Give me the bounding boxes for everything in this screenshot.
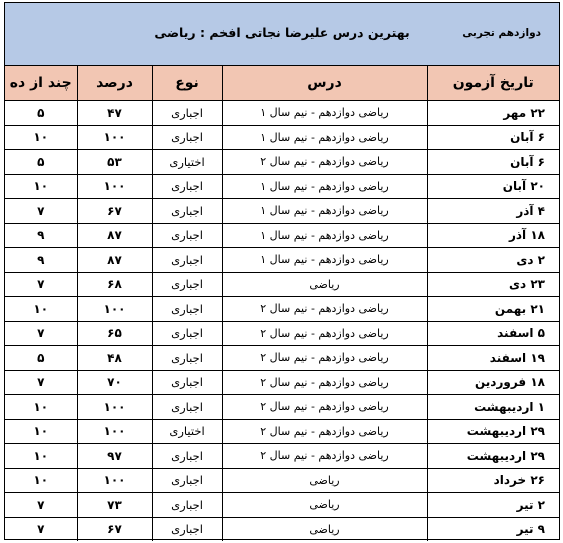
- score-cell: ۵: [5, 346, 77, 371]
- score-cell: ۹: [5, 248, 77, 273]
- exam-date-cell: ۲۶ خرداد: [427, 468, 559, 493]
- course-cell: ریاضی دوازدهم - نیم سال ۲: [222, 346, 427, 371]
- score-cell: ۱۰: [5, 444, 77, 469]
- percent-cell: ۷۰: [77, 370, 152, 395]
- table-row: [5, 468, 559, 493]
- exam-type-cell: اجباری: [152, 125, 222, 150]
- table-row: [5, 321, 559, 346]
- table-row: [5, 395, 559, 420]
- percent-cell: ۷۳: [77, 493, 152, 518]
- score-cell: ۷: [5, 199, 77, 224]
- column-header-type: نوع: [152, 66, 222, 101]
- percent-cell: ۶۵: [77, 321, 152, 346]
- course-cell: ریاضی دوازدهم - نیم سال ۲: [222, 321, 427, 346]
- course-cell: ریاضی دوازدهم - نیم سال ۱: [222, 125, 427, 150]
- exam-type-cell: اجباری: [152, 395, 222, 420]
- score-cell: ۱۰: [5, 297, 77, 322]
- exam-type-cell: اجباری: [152, 248, 222, 273]
- score-cell: ۱۰: [5, 468, 77, 493]
- exam-date-cell: ۱۸ فروردین: [427, 370, 559, 395]
- exam-type-cell: اجباری: [152, 517, 222, 541]
- percent-cell: ۴۸: [77, 346, 152, 371]
- percent-cell: ۱۰۰: [77, 174, 152, 199]
- score-cell: ۱۰: [5, 174, 77, 199]
- table-row: [5, 101, 559, 126]
- score-cell: ۷: [5, 517, 77, 541]
- exam-type-cell: اجباری: [152, 101, 222, 126]
- column-header-percent: درصد: [77, 66, 152, 101]
- score-cell: ۵: [5, 101, 77, 126]
- course-cell: ریاضی دوازدهم - نیم سال ۱: [222, 101, 427, 126]
- percent-cell: ۱۰۰: [77, 297, 152, 322]
- table-row: [5, 370, 559, 395]
- percent-cell: ۴۷: [77, 101, 152, 126]
- exam-date-cell: ۶ آبان: [427, 150, 559, 175]
- column-header-score: چند از ده: [5, 66, 77, 101]
- exam-date-cell: ۱ اردیبهشت: [427, 395, 559, 420]
- percent-cell: ۱۰۰: [77, 125, 152, 150]
- table-row: [5, 297, 559, 322]
- exam-date-cell: ۱۹ اسفند: [427, 346, 559, 371]
- course-cell: ریاضی: [222, 272, 427, 297]
- column-header-course: درس: [222, 66, 427, 101]
- table-row: [5, 248, 559, 273]
- score-cell: ۷: [5, 370, 77, 395]
- percent-cell: ۱۰۰: [77, 419, 152, 444]
- score-cell: ۷: [5, 321, 77, 346]
- percent-cell: ۶۷: [77, 199, 152, 224]
- exam-type-cell: اجباری: [152, 321, 222, 346]
- course-cell: ریاضی دوازدهم - نیم سال ۲: [222, 150, 427, 175]
- table-row: [5, 272, 559, 297]
- report-title: بهترین درس علیرضا نجاتی افخم : ریاضی: [154, 25, 410, 40]
- course-cell: ریاضی دوازدهم - نیم سال ۱: [222, 248, 427, 273]
- exam-date-cell: ۶ آبان: [427, 125, 559, 150]
- column-header-date: تاریخ آزمون: [427, 66, 559, 101]
- score-cell: ۷: [5, 493, 77, 518]
- course-cell: ریاضی: [222, 468, 427, 493]
- exam-date-cell: ۲۲ مهر: [427, 101, 559, 126]
- exam-date-cell: ۲۳ دی: [427, 272, 559, 297]
- exam-date-cell: ۲۰ آبان: [427, 174, 559, 199]
- course-cell: ریاضی دوازدهم - نیم سال ۱: [222, 199, 427, 224]
- score-cell: ۷: [5, 272, 77, 297]
- report-header: [5, 3, 559, 66]
- course-cell: ریاضی دوازدهم - نیم سال ۱: [222, 223, 427, 248]
- course-cell: ریاضی دوازدهم - نیم سال ۲: [222, 444, 427, 469]
- exam-type-cell: اجباری: [152, 199, 222, 224]
- exam-date-cell: ۹ تیر: [427, 517, 559, 541]
- percent-cell: ۶۸: [77, 272, 152, 297]
- table-row: [5, 199, 559, 224]
- table-row: [5, 444, 559, 469]
- percent-cell: ۶۷: [77, 517, 152, 541]
- report-sheet: [4, 2, 560, 540]
- score-cell: ۹: [5, 223, 77, 248]
- exam-type-cell: اجباری: [152, 493, 222, 518]
- exam-date-cell: ۲۹ اردیبهشت: [427, 419, 559, 444]
- percent-cell: ۱۰۰: [77, 395, 152, 420]
- course-cell: ریاضی دوازدهم - نیم سال ۲: [222, 419, 427, 444]
- exam-date-cell: ۵ اسفند: [427, 321, 559, 346]
- table-body: [5, 101, 559, 542]
- course-cell: ریاضی دوازدهم - نیم سال ۱: [222, 174, 427, 199]
- table-row: [5, 125, 559, 150]
- exam-type-cell: اجباری: [152, 346, 222, 371]
- exam-date-cell: ۲ تیر: [427, 493, 559, 518]
- score-cell: ۱۰: [5, 419, 77, 444]
- score-cell: ۵: [5, 150, 77, 175]
- exam-date-cell: ۲ دی: [427, 248, 559, 273]
- score-cell: ۱۰: [5, 125, 77, 150]
- percent-cell: ۹۷: [77, 444, 152, 469]
- column-header-row: [5, 66, 559, 101]
- course-cell: ریاضی دوازدهم - نیم سال ۲: [222, 395, 427, 420]
- table-row: [5, 150, 559, 175]
- exam-date-cell: ۴ آذر: [427, 199, 559, 224]
- table-row: [5, 493, 559, 518]
- exam-type-cell: اختیاری: [152, 419, 222, 444]
- exam-type-cell: اجباری: [152, 297, 222, 322]
- exam-type-cell: اجباری: [152, 370, 222, 395]
- table-row: [5, 346, 559, 371]
- score-cell: ۱۰: [5, 395, 77, 420]
- percent-cell: ۵۳: [77, 150, 152, 175]
- course-cell: ریاضی دوازدهم - نیم سال ۲: [222, 370, 427, 395]
- exam-type-cell: اجباری: [152, 174, 222, 199]
- exam-date-cell: ۲۹ اردیبهشت: [427, 444, 559, 469]
- percent-cell: ۸۷: [77, 248, 152, 273]
- course-cell: ریاضی: [222, 517, 427, 541]
- exam-date-cell: ۲۱ بهمن: [427, 297, 559, 322]
- percent-cell: ۸۷: [77, 223, 152, 248]
- exam-date-cell: ۱۸ آذر: [427, 223, 559, 248]
- table-row: [5, 419, 559, 444]
- exam-type-cell: اجباری: [152, 444, 222, 469]
- course-cell: ریاضی: [222, 493, 427, 518]
- exam-type-cell: اجباری: [152, 468, 222, 493]
- percent-cell: ۱۰۰: [77, 468, 152, 493]
- table-row: [5, 223, 559, 248]
- course-cell: ریاضی دوازدهم - نیم سال ۲: [222, 297, 427, 322]
- table-row: [5, 517, 559, 541]
- grade-label: دوازدهم تجربی: [462, 27, 541, 39]
- exam-results-table: [5, 65, 559, 541]
- exam-type-cell: اجباری: [152, 272, 222, 297]
- exam-type-cell: اختیاری: [152, 150, 222, 175]
- table-row: [5, 174, 559, 199]
- exam-type-cell: اجباری: [152, 223, 222, 248]
